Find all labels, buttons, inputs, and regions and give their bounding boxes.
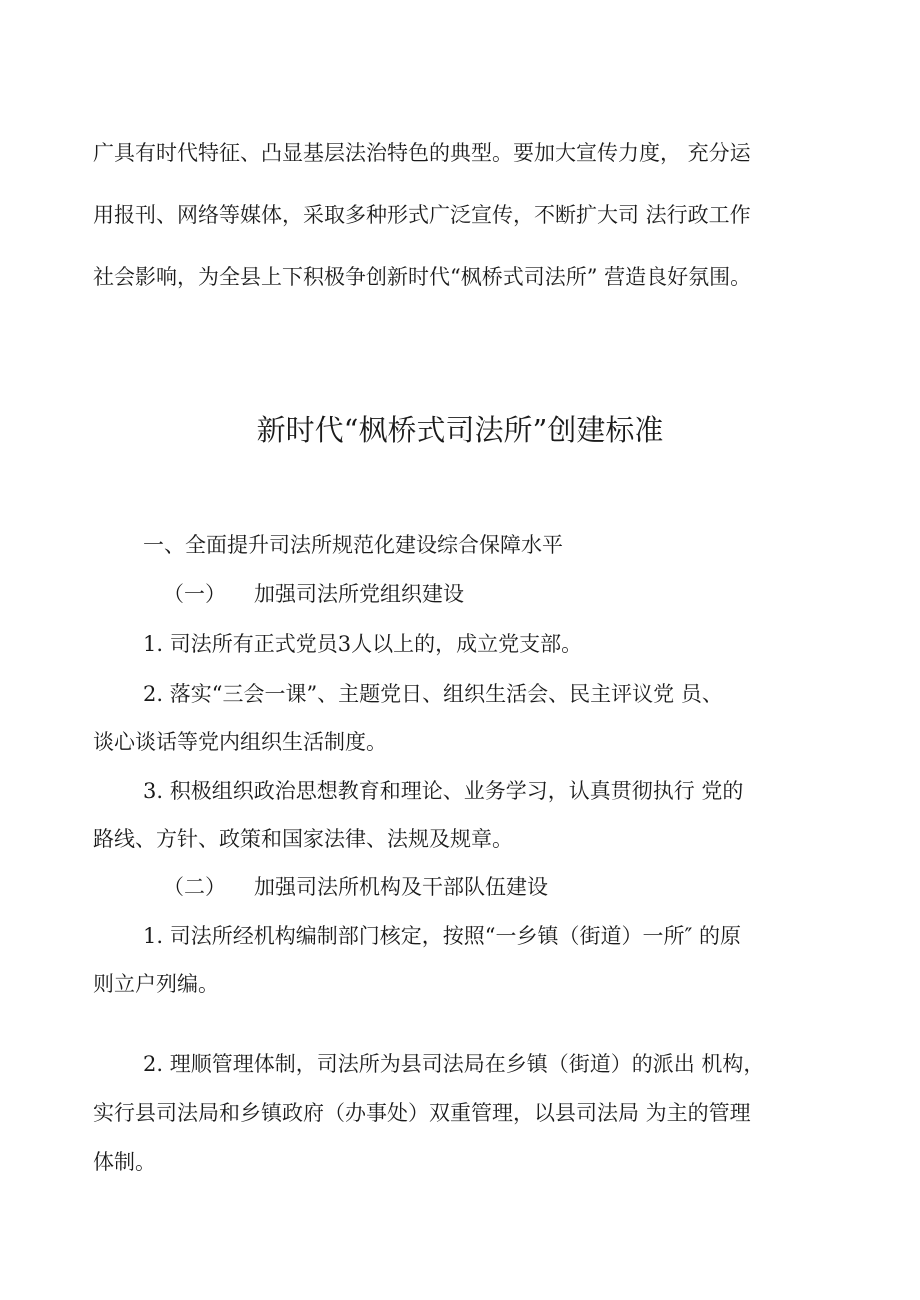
sub1-item-2-line-1: 2. 落实“三会一课”、主题党日、组织生活会、民主评议党 员、 [143,682,723,706]
subsection-2-number: （二） [163,875,226,899]
intro-line-1: 广具有时代特征、凸显基层法治特色的典型。要加大宣传力度， 充分运 [93,141,751,165]
sub2-item-2-line-2: 实行县司法局和乡镇政府（办事处）双重管理，以县司法局 为主的管理 [93,1101,751,1125]
document-title: 新时代“枫桥式司法所”创建标准 [256,413,664,447]
sub2-item-2-line-3: 体制。 [93,1150,156,1174]
sub2-item-2-line-1: 2. 理顺管理体制，司法所为县司法局在乡镇（街道）的派出 机构， [143,1052,765,1076]
sub2-item-1-line-2: 则立户列编。 [93,972,219,996]
intro-line-3: 社会影响，为全县上下积极争创新时代“枫桥式司法所” 营造良好氛围。 [93,265,752,289]
subsection-2-heading [163,872,893,902]
sub2-item-1-line-1: 1. 司法所经机构编制部门核定，按照“一乡镇（街道）一所″ 的原 [143,924,741,948]
intro-line-2: 用报刊、网络等媒体，采取多种形式广泛宣传，不断扩大司 法行政工作 [93,203,751,227]
sub1-item-3-line-2: 路线、方针、政策和国家法律、法规及规章。 [93,827,513,851]
subsection-2-title: 加强司法所机构及干部队伍建设 [254,875,548,899]
subsection-1-number: （一） [163,582,226,606]
sub1-item-3-line-1: 3. 积极组织政治思想教育和理论、业务学习，认真贯彻执行 党的 [143,779,744,803]
sub1-item-1: 1. 司法所有正式党员3人以上的，成立党支部。 [143,632,583,656]
section-1-heading: 一、全面提升司法所规范化建设综合保障水平 [143,533,563,557]
sub1-item-2-line-2: 谈心谈话等党内组织生活制度。 [93,730,387,754]
subsection-1-title: 加强司法所党组织建设 [254,582,464,606]
subsection-1-heading [163,579,893,609]
